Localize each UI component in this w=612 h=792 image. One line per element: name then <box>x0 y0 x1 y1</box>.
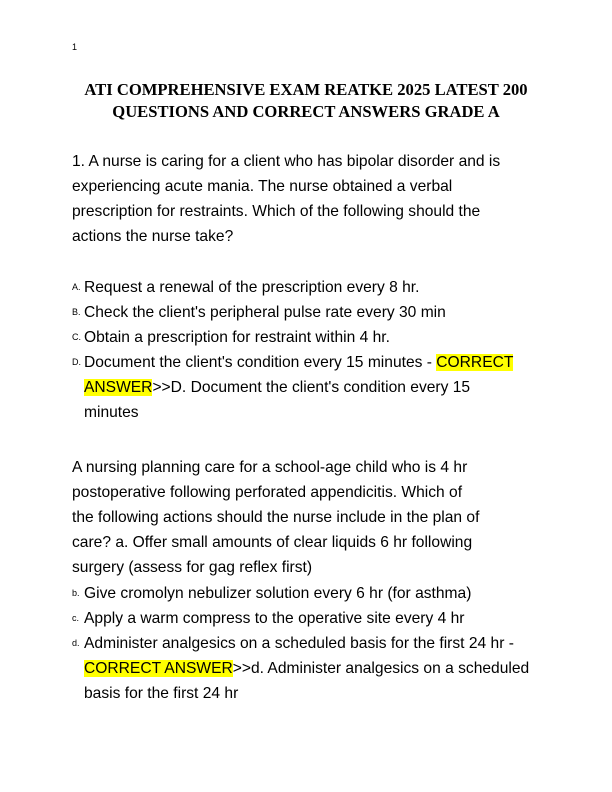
option-letter: B. <box>72 307 81 317</box>
option-text: Apply a warm compress to the operative site every 4 hr <box>84 610 465 627</box>
answer-explanation: minutes <box>84 404 139 421</box>
correct-answer-highlight: CORRECT <box>436 354 514 371</box>
option-a <box>72 275 552 300</box>
option-letter: C. <box>72 332 81 342</box>
question-1-line: actions the nurse take? <box>72 228 234 245</box>
option-text: Document the client's condition every 15 minutes - <box>84 354 437 371</box>
answer-explanation: >>D. Document the client's condition every 15 <box>152 379 471 396</box>
question-1-line: 1. A nurse is caring for a client who has bipolar disorder and is <box>72 153 501 170</box>
question-1-line: prescription for restraints. Which of the following should the <box>72 203 481 220</box>
option-text: Administer analgesics on a scheduled basis for the first 24 hr - <box>84 635 514 652</box>
question-1-line: experiencing acute mania. The nurse obtained a verbal <box>72 178 453 195</box>
option-letter: b. <box>72 588 80 598</box>
page-number: 1 <box>72 42 78 52</box>
question-2-line: care? a. Offer small amounts of clear liquids 6 hr following <box>72 534 473 551</box>
option-d-answer <box>72 350 552 425</box>
title-line-2: QUESTIONS AND CORRECT ANSWERS GRADE A <box>112 102 500 121</box>
option-letter: D. <box>72 357 81 367</box>
option-c <box>72 325 552 350</box>
option-d-answer <box>72 631 552 706</box>
option-letter: c. <box>72 613 80 623</box>
question-2-line: surgery (assess for gag reflex first) <box>72 559 313 576</box>
correct-answer-highlight: CORRECT ANSWER <box>84 660 233 677</box>
option-text: Request a renewal of the prescription every 8 hr. <box>84 279 420 296</box>
question-1-options <box>72 275 552 425</box>
title-line-1: ATI COMPREHENSIVE EXAM REATKE 2025 LATEST 200 <box>84 80 528 99</box>
option-text: Check the client's peripheral pulse rate every 30 min <box>84 304 446 321</box>
correct-answer-highlight: ANSWER <box>84 379 153 396</box>
option-letter: d. <box>72 638 80 648</box>
answer-explanation: basis for the first 24 hr <box>84 685 239 702</box>
question-2-line: postoperative following perforated appendicitis. Which of <box>72 484 463 501</box>
question-2-stem <box>72 455 552 580</box>
document-title <box>60 79 552 123</box>
answer-explanation: >>d. Administer analgesics on a scheduled <box>232 660 530 677</box>
option-b <box>72 581 552 606</box>
option-letter: A. <box>72 282 81 292</box>
option-text: Obtain a prescription for restraint within 4 hr. <box>84 329 390 346</box>
question-1-stem <box>72 149 552 249</box>
question-2-line: A nursing planning care for a school-age child who is 4 hr <box>72 459 468 476</box>
option-b <box>72 300 552 325</box>
option-text: Give cromolyn nebulizer solution every 6 hr (for asthma) <box>84 585 472 602</box>
option-c <box>72 606 552 631</box>
question-2-line: the following actions should the nurse include in the plan of <box>72 509 480 526</box>
question-2-options <box>72 581 552 706</box>
